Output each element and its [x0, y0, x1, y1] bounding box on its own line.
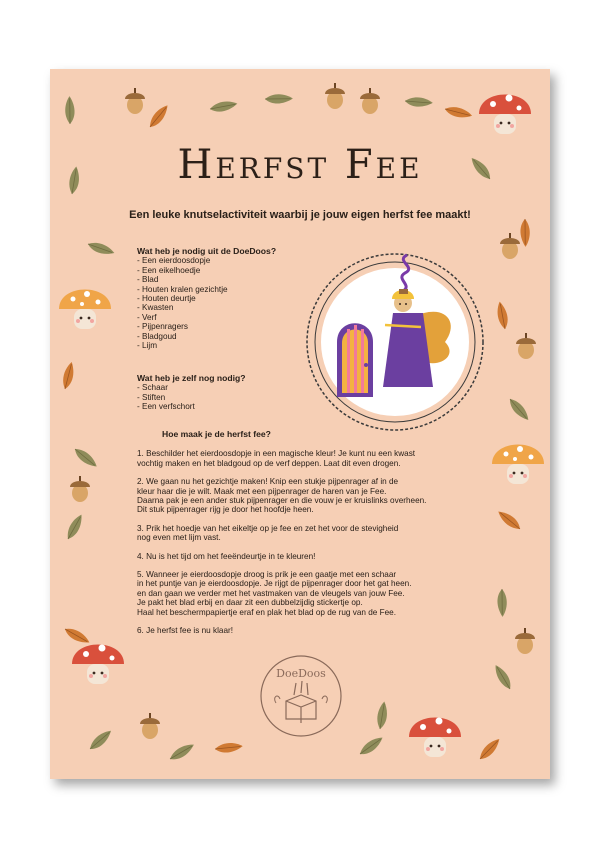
instruction-step: 2. We gaan nu het gezichtje maken! Knip een stukje pijpenrager af in de kleur haar die je wilt. Maak met een pijpenrager de haren van je Fee. Daarna pak je een ander stuk pijpenrager en die vouw je er kruislinks overheen. Dit stuk pijpenrager rijg je door het hoofdje heen. [137, 477, 427, 515]
list-item: - Houten deurtje [137, 294, 196, 304]
list-item: - Lijm [137, 341, 158, 351]
materials-yourself [137, 374, 297, 412]
instruction-step: 1. Beschilder het eierdoosdopje in een magische kleur! Je kunt nu een kwast vochtig maken en het bladgoud op de verf deppen. Laat dit even drogen. [137, 449, 416, 468]
activity-sheet [50, 69, 550, 779]
list-item: - Verf [137, 312, 157, 322]
doedoos-logo [258, 653, 344, 739]
list-item: - Pijpenragers [137, 322, 188, 332]
list-item: - Blad [137, 275, 159, 285]
logo-text: DoeDoos [276, 667, 326, 680]
list-item: - Een eierdoosdopje [137, 256, 211, 266]
materials-from-box [137, 247, 297, 350]
instruction-step: 4. Nu is het tijd om het feeëndeurtje in te kleuren! [137, 551, 316, 561]
materials-yourself-heading: Wat heb je zelf nog nodig? [137, 373, 246, 383]
list-item: - Kwasten [137, 303, 174, 313]
list-item: - Een verfschort [137, 402, 195, 412]
instruction-step: 5. Wanneer je eierdoosdopje droog is prik je een gaatje met een schaar in het puntje van je eierdoosdopje. Je rijgt de pijpenrager door het gat heen. en dan gaan we verder met het vastmaken van de vleugels van jouw Fee. Je pakt het blad erbij en daar zit een dubbelzijdig stickertje op. Haal het beschermpapiertje eraf en plak het blad op de rug van de Fee. [137, 570, 412, 617]
list-item: - Stiften [137, 392, 166, 402]
fairy-door-icon [337, 323, 373, 397]
list-item: - Bladgoud [137, 331, 177, 341]
instruction-step: 6. Je herfst fee is nu klaar! [137, 626, 234, 636]
list-item: - Schaar [137, 383, 168, 393]
instructions-heading: Hoe maak je de herfst fee? [162, 429, 271, 439]
list-item: - Houten kralen gezichtje [137, 284, 228, 294]
fairy-illustration [295, 247, 495, 437]
page-title: Herfst Fee [177, 142, 423, 188]
instructions [137, 430, 492, 645]
list-item: - Een eikelhoedje [137, 265, 201, 275]
instruction-step: 3. Prik het hoedje van het eikeltje op je fee en zet het voor de stevigheid nog even met lijm vast. [137, 523, 399, 543]
page-subtitle: Een leuke knutselactiviteit waarbij je jouw eigen herfst fee maakt! [129, 209, 471, 221]
materials-from-box-heading: Wat heb je nodig uit de DoeDoos? [137, 246, 277, 256]
